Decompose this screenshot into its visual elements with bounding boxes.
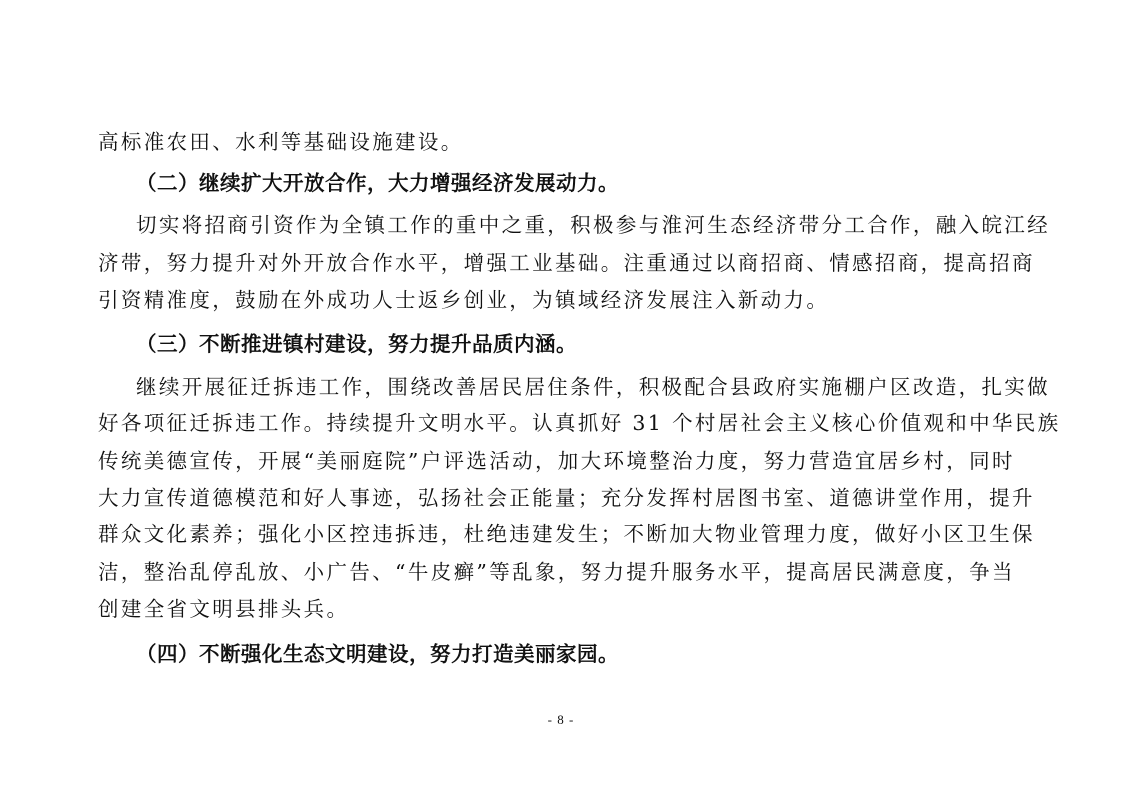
section-heading-4: （四）不断强化生态文明建设，努力打造美丽家园。	[136, 642, 619, 666]
paragraph-line: 洁，整治乱停乱放、小广告、“牛皮癣”等乱象，努力提升服务水平，提高居民满意度，争当	[98, 560, 1015, 584]
paragraph-line: 创建全省文明县排头兵。	[98, 597, 350, 621]
section-heading-2: （二）继续扩大开放合作，大力增强经济发展动力。	[136, 171, 619, 195]
paragraph-line: 大力宣传道德模范和好人事迹，弘扬社会正能量；充分发挥村居图书室、道德讲堂作用，提升	[98, 486, 1035, 510]
paragraph-line: 传统美德宣传，开展“美丽庭院”户评选活动，加大环境整治力度，努力营造宜居乡村，同时	[98, 449, 1015, 473]
paragraph-line: 继续开展征迁拆违工作，围绕改善居民居住条件，积极配合县政府实施棚户区改造，扎实做	[136, 375, 1050, 399]
page-number: - 8 -	[547, 712, 575, 727]
paragraph-line: 济带，努力提升对外开放合作水平，增强工业基础。注重通过以商招商、情感招商，提高招商	[98, 251, 1035, 275]
paragraph-line: 群众文化素养；强化小区控违拆违，杜绝违建发生；不断加大物业管理力度，做好小区卫生保	[98, 522, 1035, 546]
paragraph-line: 引资精准度，鼓励在外成功人士返乡创业，为镇域经济发展注入新动力。	[98, 288, 830, 312]
section-heading-3: （三）不断推进镇村建设，努力提升品质内涵。	[136, 332, 577, 356]
paragraph-line: 好各项征迁拆违工作。持续提升文明水平。认真抓好 31 个村居社会主义核心价值观和中华民族	[98, 411, 1061, 435]
paragraph-line: 高标准农田、水利等基础设施建设。	[98, 130, 464, 154]
paragraph-line: 切实将招商引资作为全镇工作的重中之重，积极参与淮河生态经济带分工合作，融入皖江经	[136, 213, 1050, 237]
